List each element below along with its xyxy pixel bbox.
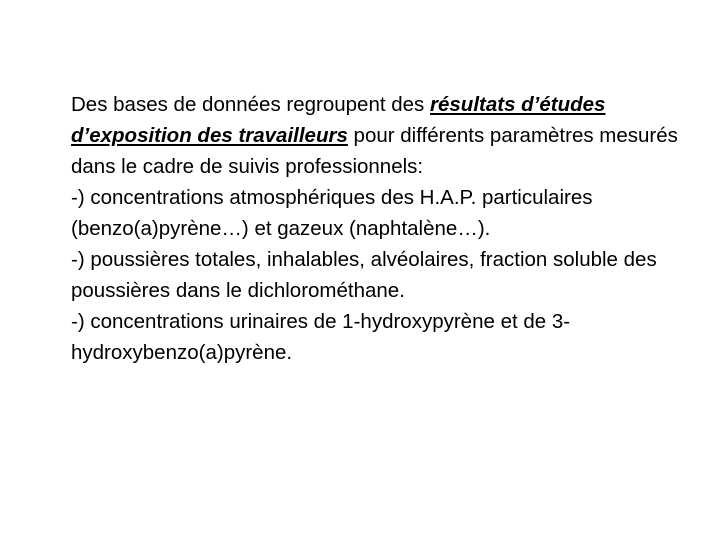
- intro-paragraph: [71, 89, 691, 182]
- list-item-atmospheric: -) concentrations atmosphériques des H.A.P. particulaires (benzo(a)pyrène…) et gazeux (naphtalène…).: [71, 186, 593, 240]
- intro-text-before: Des bases de données regroupent des: [71, 93, 431, 116]
- intro-emphasis: résultats d’études d’exposition des travailleurs: [71, 93, 606, 147]
- body-text: [71, 89, 691, 368]
- intro-text-after: pour différents paramètres mesurés dans le cadre de suivis professionnels:: [71, 124, 678, 178]
- list-item-dust: -) poussières totales, inhalables, alvéolaires, fraction soluble des poussières dans le dichlorométhane.: [71, 248, 657, 302]
- list-item-urinary: -) concentrations urinaires de 1-hydroxypyrène et de 3- hydroxybenzo(a)pyrène.: [71, 310, 571, 364]
